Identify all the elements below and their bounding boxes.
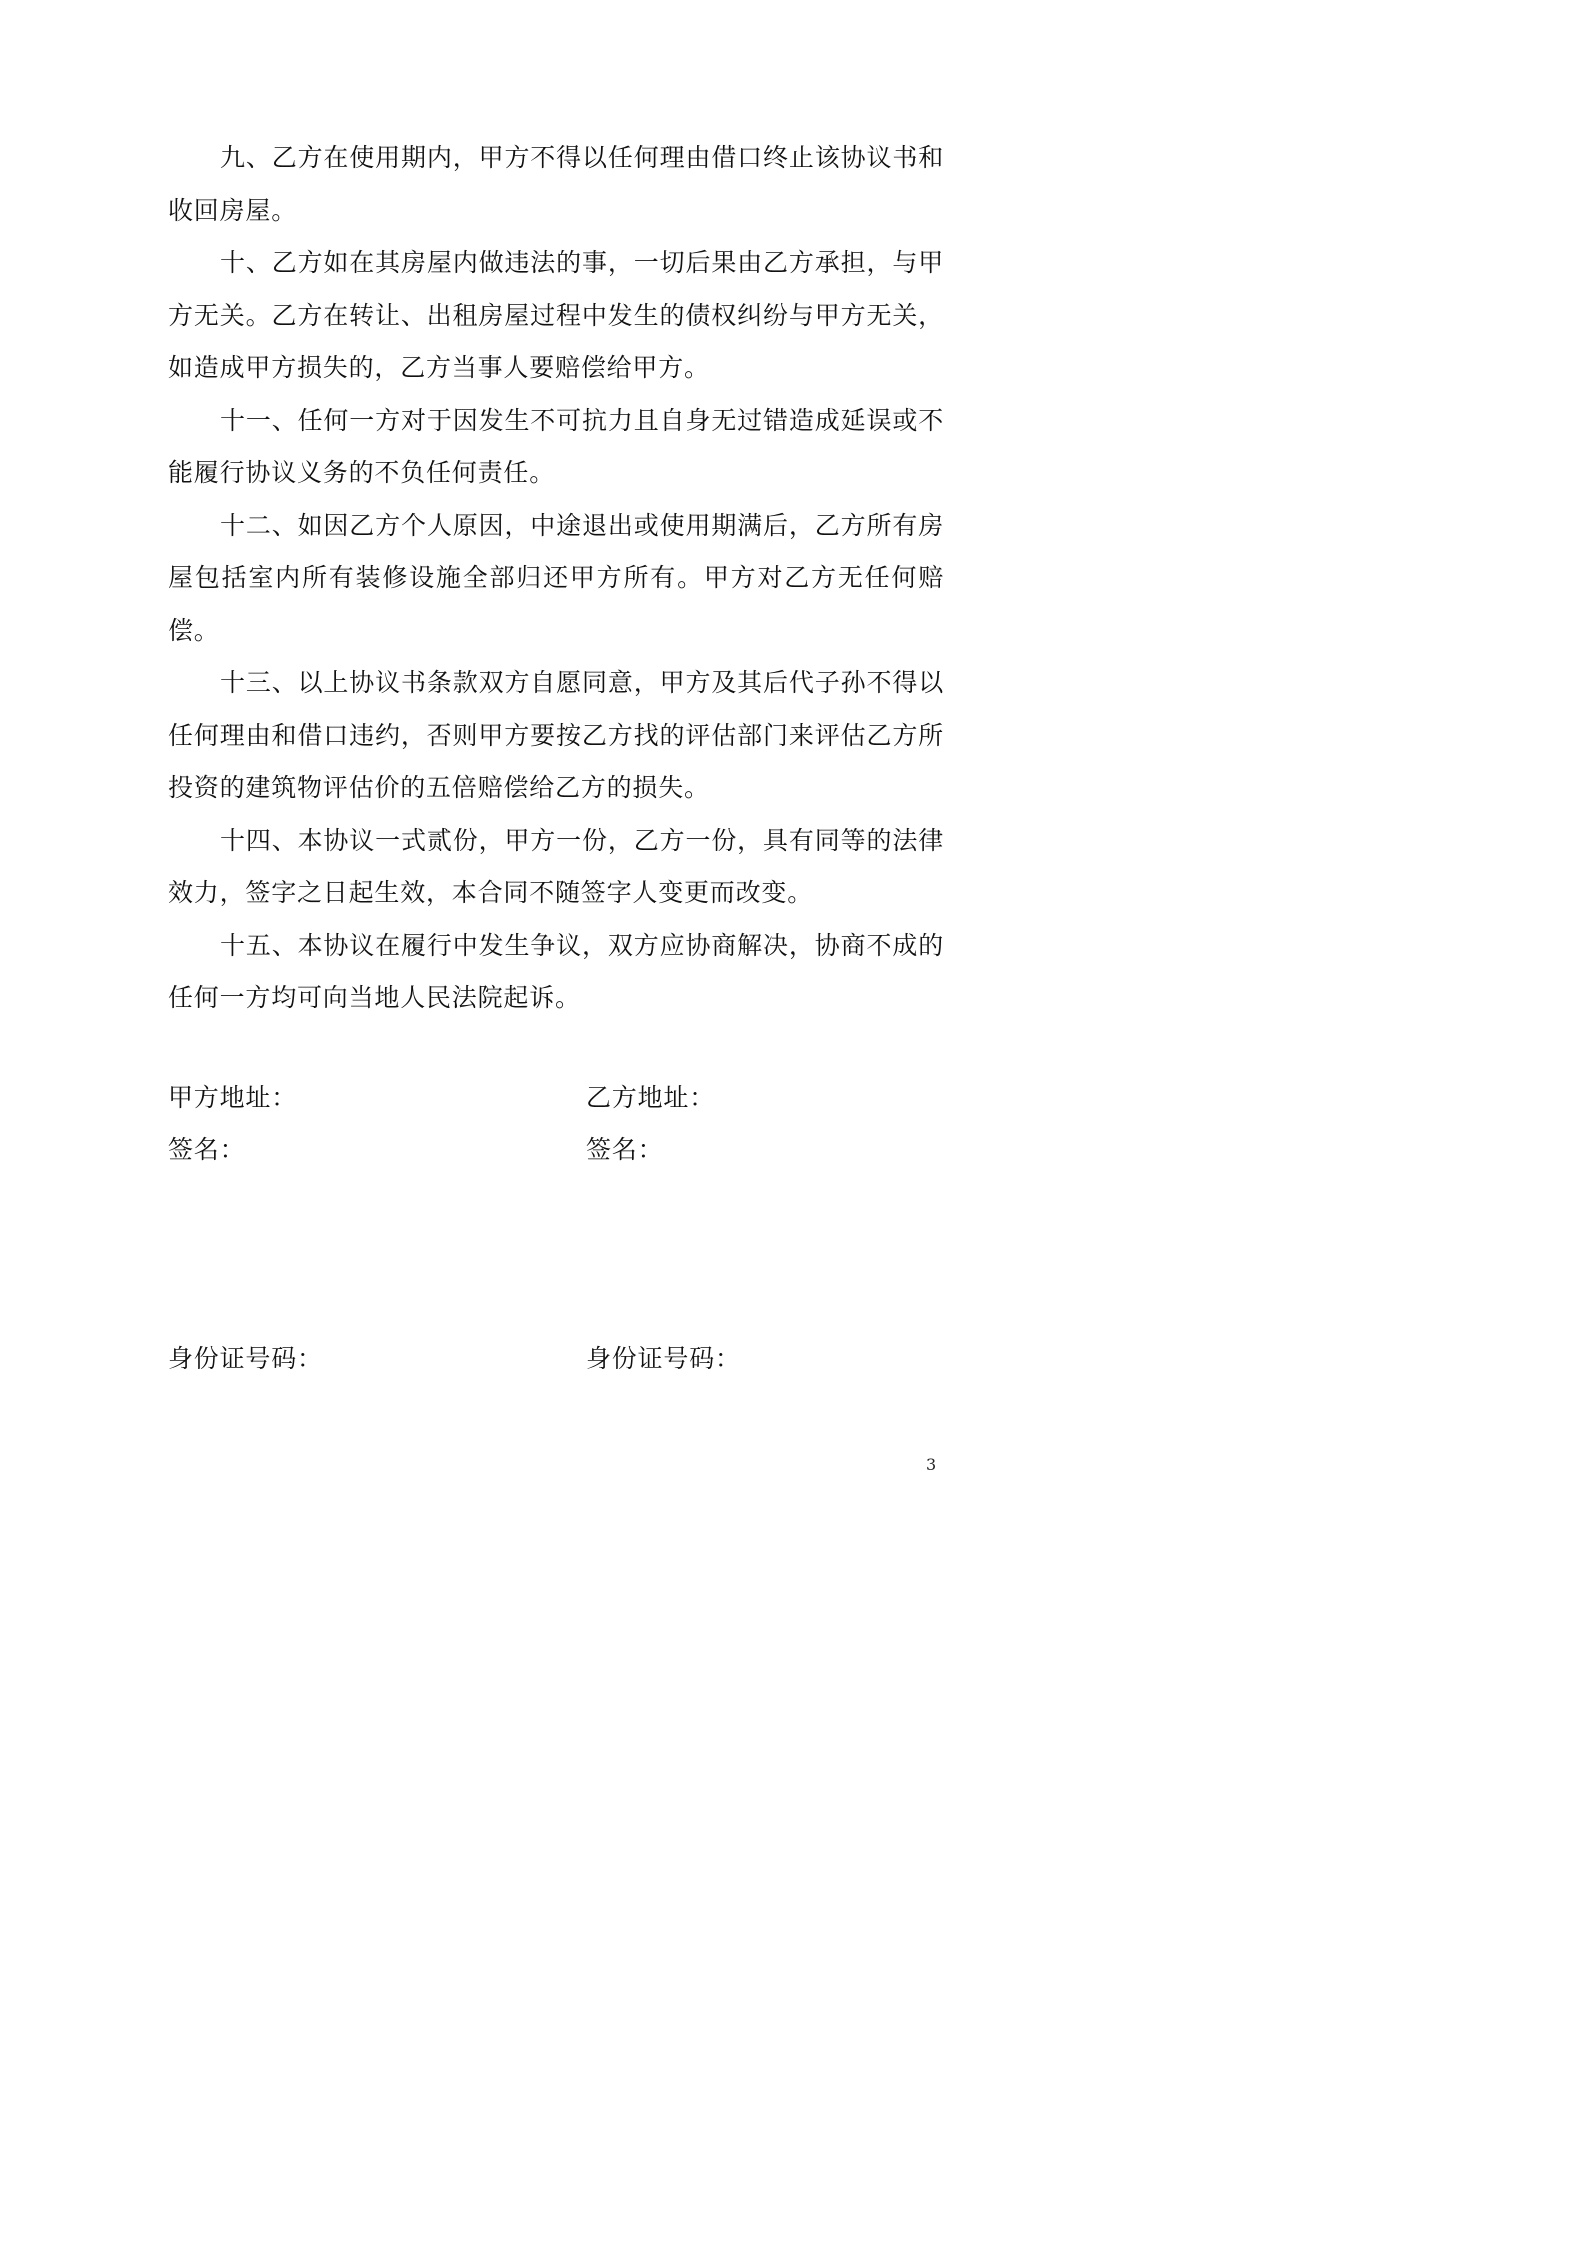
party-b-signature-block [586, 1072, 946, 1176]
party-a-id-label: 身份证号码： [168, 1344, 323, 1373]
clause-11: 十一、任何一方对于因发生不可抗力且自身无过错造成延误或不能履行协议义务的不负任何责任。 [168, 405, 944, 487]
party-a-address-label: 甲方地址： [168, 1083, 298, 1112]
clause-12: 十二、如因乙方个人原因，中途退出或使用期满后，乙方所有房屋包括室内所有装修设施全部归还甲方所有。甲方对乙方无任何赔偿。 [168, 510, 944, 645]
party-a-signature-label: 签名： [168, 1135, 246, 1164]
page-number: 3 [926, 1455, 937, 1474]
document-page [0, 0, 1100, 1556]
clauses-section [168, 132, 944, 1025]
clause-14: 十四、本协议一式贰份，甲方一份，乙方一份，具有同等的法律效力，签字之日起生效，本合同不随签字人变更而改变。 [168, 825, 944, 907]
clause-9: 九、乙方在使用期内，甲方不得以任何理由借口终止该协议书和收回房屋。 [168, 143, 944, 225]
party-b-address-label: 乙方地址： [586, 1083, 716, 1112]
clause-15: 十五、本协议在履行中发生争议，双方应协商解决，协商不成的任何一方均可向当地人民法院起诉。 [168, 930, 944, 1012]
party-b-signature-label: 签名： [586, 1135, 664, 1164]
clause-10: 十、乙方如在其房屋内做违法的事，一切后果由乙方承担，与甲方无关。乙方在转让、出租房屋过程中发生的债权纠纷与甲方无关，如造成甲方损失的，乙方当事人要赔偿给甲方。 [168, 248, 944, 382]
party-b-id-label: 身份证号码： [586, 1344, 741, 1373]
party-a-signature-block [168, 1072, 528, 1176]
clause-13: 十三、以上协议书条款双方自愿同意，甲方及其后代子孙不得以任何理由和借口违约，否则甲方要按乙方找的评估部门来评估乙方所投资的建筑物评估价的五倍赔偿给乙方的损失。 [168, 668, 944, 802]
